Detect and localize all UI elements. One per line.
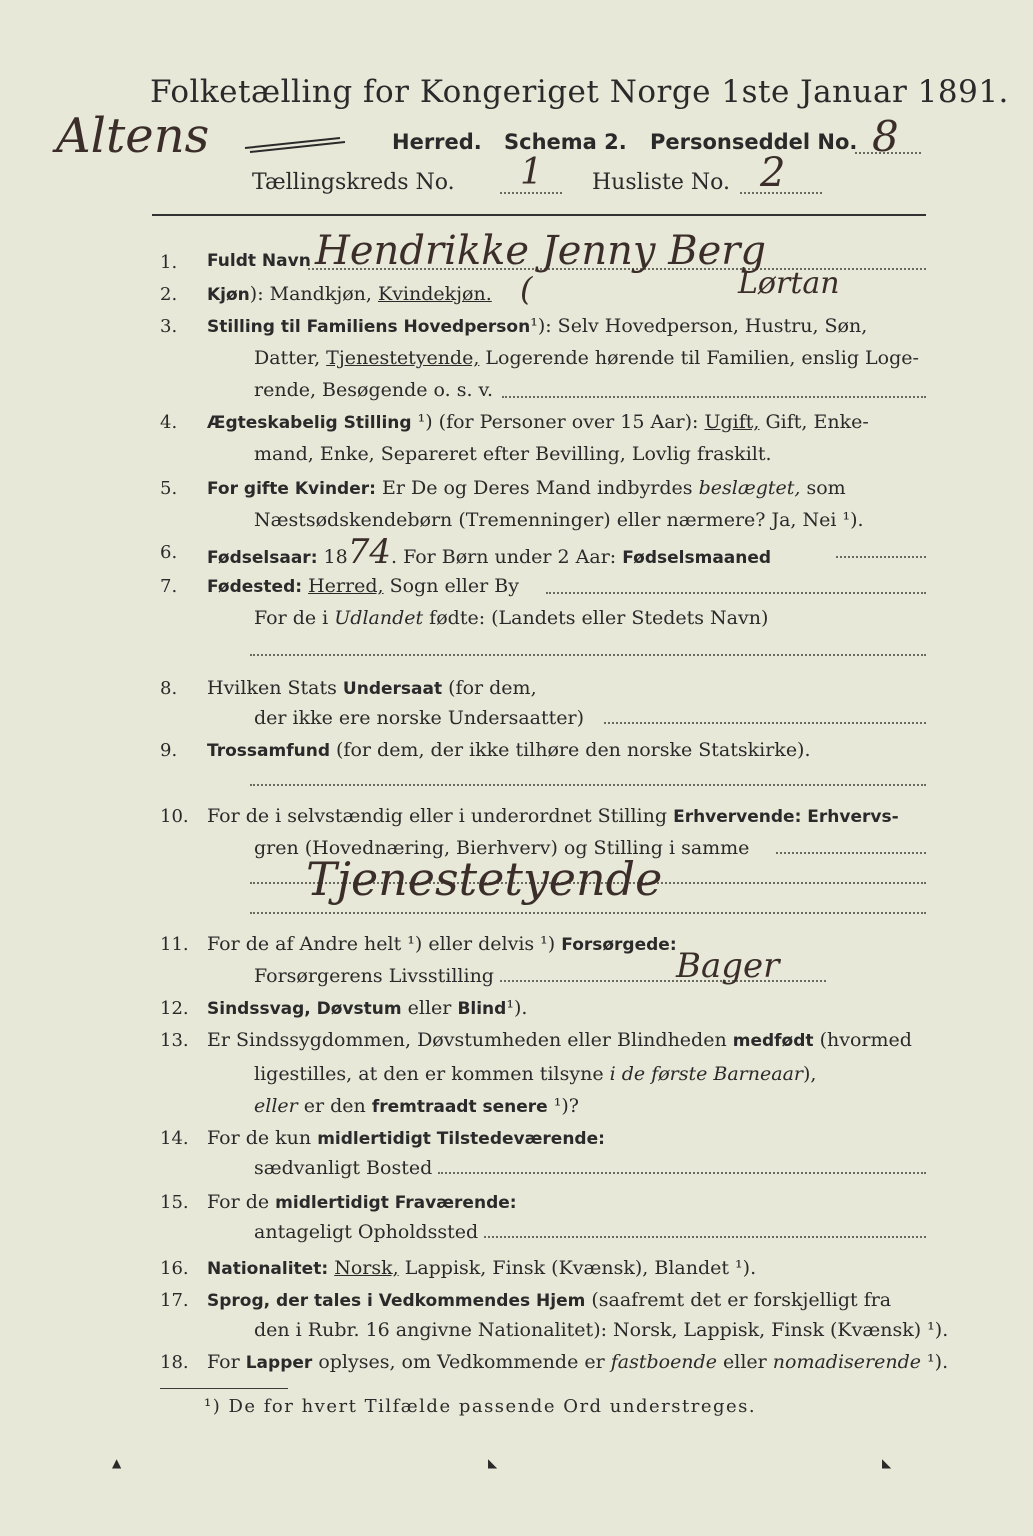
q13-label: medfødt [732, 1031, 814, 1051]
q11-number: 11. [160, 934, 189, 955]
q2-selected-option: Kvindekjøn. [378, 283, 492, 305]
q4-selected-option: Ugift, [704, 411, 760, 433]
q18-line: For Lapper oplyses, om Vedkommende er fastboende eller nomadiserende ¹). [207, 1351, 949, 1373]
q3-line1 [207, 314, 867, 339]
q6-label2: Fødselsmaaned [622, 548, 772, 568]
q12-line: Sindssvag, Døvstum eller Blind¹). [207, 997, 528, 1019]
herred-name-handwritten: Altens [56, 108, 210, 164]
q8-label: Undersaat [342, 679, 443, 699]
q6-label: Fødselsaar: [207, 548, 318, 568]
q18-number: 18. [160, 1352, 189, 1373]
q16-selected-option: Norsk, [334, 1257, 399, 1279]
q13-number: 13. [160, 1030, 189, 1051]
q7-label: Fødested: [207, 577, 303, 597]
q6-year: 74 [347, 532, 391, 572]
q18-label: Lapper [245, 1353, 313, 1373]
q2-label: Kjøn [207, 285, 250, 305]
q9-label: Trossamfund [207, 741, 330, 761]
q15-line1: For de midlertidigt Fraværende: [207, 1191, 517, 1213]
q15-line2: antageligt Opholdssted [254, 1221, 479, 1243]
q1-answer-line2: Lørtan [738, 266, 840, 301]
q4-label: Ægteskabelig Stilling [207, 413, 412, 433]
q8-line2: der ikke ere norske Undersaatter) [254, 707, 584, 729]
q8-number: 8. [160, 678, 178, 699]
dash-icon [240, 128, 350, 158]
q17-line1: Sprog, der tales i Vedkommendes Hjem (saafremt det er forskjelligt fra [207, 1289, 892, 1311]
q5-line1: For gifte Kvinder: Er De og Deres Mand indbyrdes beslægtet, som [207, 477, 846, 499]
q13-line3: eller er den fremtraadt senere ¹)? [254, 1095, 579, 1117]
q15-label: midlertidigt Fraværende: [275, 1193, 517, 1213]
footnote: ¹) De for hvert Tilfælde passende Ord understreges. [204, 1396, 757, 1417]
q1-answer: Hendrikke Jenny Berg [315, 228, 767, 274]
q9-number: 9. [160, 740, 178, 761]
q4-line2: mand, Enke, Separeret efter Bevilling, Lovlig fraskilt. [254, 443, 772, 465]
q17-label: Sprog, der tales i Vedkommendes Hjem [207, 1291, 586, 1311]
q17-number: 17. [160, 1290, 189, 1311]
q2-line [207, 282, 492, 307]
personseddel-number: 8 [872, 112, 899, 161]
q10-label: Erhvervende: Erhvervs- [673, 807, 899, 827]
q10-line1: For de i selvstændig eller i underordnet Stilling Erhvervende: Erhvervs- [207, 805, 899, 827]
q1-label: Fuldt Navn [207, 251, 311, 271]
q3-number: 3. [160, 316, 178, 337]
q3-selected-option: Tjenestetyende, [326, 347, 480, 369]
q5-line2: Næstsødskendebørn (Tremenninger) eller nærmere? Ja, Nei ¹). [254, 509, 864, 531]
q7-line2: For de i Udlandet fødte: (Landets eller Stedets Navn) [254, 607, 769, 629]
q1-number: 1. [160, 252, 178, 273]
form-title: Folketælling for Kongeriget Norge 1ste Januar 1891. [150, 74, 1009, 110]
q3-line3: rende, Besøgende o. s. v. [254, 379, 494, 401]
q11-label: Forsørgede: [561, 935, 677, 955]
footnote-divider [160, 1388, 288, 1389]
q15-number: 15. [160, 1192, 189, 1213]
q7-selected-option: Herred, [308, 575, 384, 597]
personseddel-label: Personseddel No. [650, 130, 858, 154]
herred-label: Herred. [392, 130, 482, 154]
q10-number: 10. [160, 806, 189, 827]
corner-mark-icon: ◣ [882, 1456, 892, 1470]
q2-mark: ( [520, 270, 533, 308]
q10-answer: Tjenestetyende [306, 852, 663, 906]
taellingskreds-number: 1 [520, 152, 543, 193]
q13-line2: ligestilles, at den er kommen tilsyne i de første Barneaar), [254, 1063, 817, 1085]
schema-label: Schema 2. [504, 130, 627, 154]
q14-label: midlertidigt Tilstedeværende: [317, 1129, 605, 1149]
q6-number: 6. [160, 542, 178, 563]
q17-line2: den i Rubr. 16 angivne Nationalitet): Norsk, Lappisk, Finsk (Kvænsk) ¹). [254, 1319, 949, 1341]
q10-line2: gren (Hovednæring, Bierhverv) og Stilling i samme [254, 837, 750, 859]
header-divider [152, 214, 926, 216]
q4-line1: Ægteskabelig Stilling ¹) (for Personer over 15 Aar): Ugift, Gift, Enke- [207, 411, 869, 433]
q14-number: 14. [160, 1128, 189, 1149]
q3-rest1: ¹): Selv Hovedperson, Hustru, Søn, [530, 315, 868, 337]
q11-line1: For de af Andre helt ¹) eller delvis ¹) Forsørgede: [207, 933, 677, 955]
q3-line2: Datter, Tjenestetyende, Logerende hørende til Familien, enslig Loge- [254, 347, 919, 369]
corner-mark-icon: ◣ [488, 1456, 498, 1470]
q4-number: 4. [160, 412, 178, 433]
q13-line1: Er Sindssygdommen, Døvstumheden eller Blindheden medfødt (hvormed [207, 1029, 912, 1051]
q9-line: Trossamfund (for dem, der ikke tilhøre den norske Statskirke). [207, 739, 811, 761]
q12-number: 12. [160, 998, 189, 1019]
q2-rest: ): Mandkjøn, [249, 283, 378, 305]
q16-line: Nationalitet: Norsk, Lappisk, Finsk (Kvænsk), Blandet ¹). [207, 1257, 757, 1279]
husliste-number: 2 [760, 150, 786, 196]
q14-line1: For de kun midlertidigt Tilstedeværende: [207, 1127, 605, 1149]
q3-label: Stilling til Familiens Hovedperson [207, 317, 531, 337]
q7-line1: Fødested: Herred, Sogn eller By [207, 575, 519, 597]
q8-line1: Hvilken Stats Undersaat (for dem, [207, 677, 537, 699]
q7-number: 7. [160, 576, 178, 597]
q5-label: For gifte Kvinder: [207, 479, 376, 499]
husliste-label: Husliste No. [592, 170, 730, 195]
q14-line2: sædvanligt Bosted [254, 1157, 433, 1179]
q16-number: 16. [160, 1258, 189, 1279]
q11-answer: Bager [676, 946, 780, 986]
q5-number: 5. [160, 478, 178, 499]
taellingskreds-label: Tællingskreds No. [252, 170, 455, 195]
q16-label: Nationalitet: [207, 1259, 329, 1279]
q11-line2: Forsørgerens Livsstilling [254, 965, 494, 987]
q6-line: Fødselsaar: 1874. For Børn under 2 Aar: Fødselsmaaned [207, 532, 772, 572]
q2-number: 2. [160, 284, 178, 305]
corner-mark-icon: ▲ [112, 1456, 122, 1470]
q12-label: Sindssvag, Døvstum [207, 999, 402, 1019]
